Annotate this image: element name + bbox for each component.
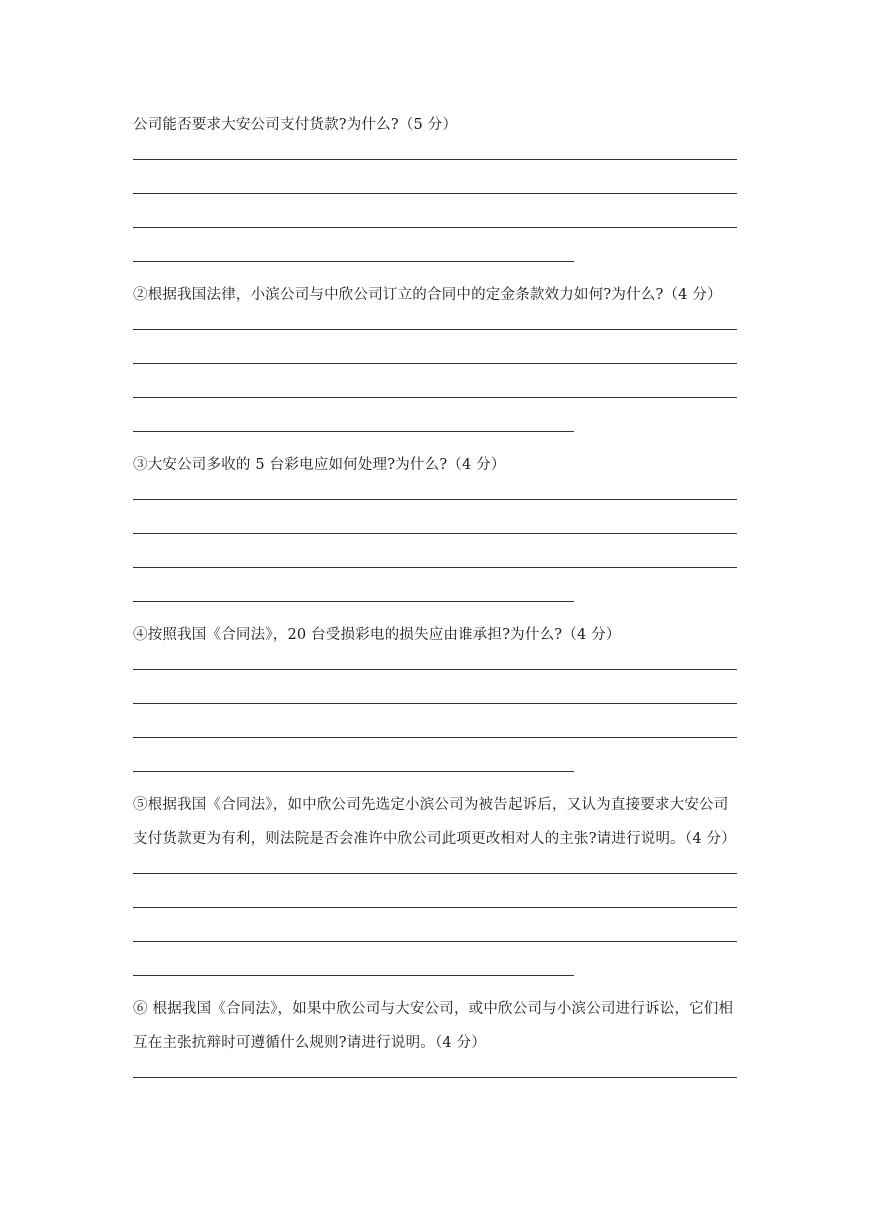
answer-line [133,380,737,414]
question-6: ⑥ 根据我国《合同法》，如果中欣公司与大安公司，或中欣公司与小滨公司进行诉讼，它们相互在主张抗辩时可遵循什么规则?请进行说明。（4 分） [133,1001,734,1051]
answer-line [133,550,737,584]
answer-line [133,346,737,380]
answer-line [133,890,737,924]
answer-line [133,210,737,244]
answer-line [133,176,737,210]
answer-line [133,142,737,176]
answer-line-short [133,754,737,788]
answer-line [133,856,737,890]
answer-line-short [133,958,737,992]
answer-line [133,482,737,516]
question-3: ③大安公司多收的 5 台彩电应如何处理?为什么?（4 分） [133,457,506,473]
answer-line [133,1060,737,1094]
question-5: ⑤根据我国《合同法》，如中欣公司先选定小滨公司为被告起诉后，又认为直接要求大安公司支付货款更为有利，则法院是否会准许中欣公司此项更改相对人的主张?请进行说明。（4 分） [133,797,736,847]
answer-line-short [133,584,737,618]
question-1-continuation: 公司能否要求大安公司支付货款?为什么?（5 分） [133,117,458,133]
answer-line [133,924,737,958]
question-4: ④按照我国《合同法》，20 台受损彩电的损失应由谁承担?为什么?（4 分） [133,627,621,643]
answer-line-short [133,244,737,278]
answer-line [133,312,737,346]
answer-line [133,720,737,754]
answer-line [133,516,737,550]
question-2: ②根据我国法律，小滨公司与中欣公司订立的合同中的定金条款效力如何?为什么?（4 分） [133,287,722,303]
answer-line [133,652,737,686]
answer-line [133,686,737,720]
document-page [133,108,737,1094]
answer-line-short [133,414,737,448]
